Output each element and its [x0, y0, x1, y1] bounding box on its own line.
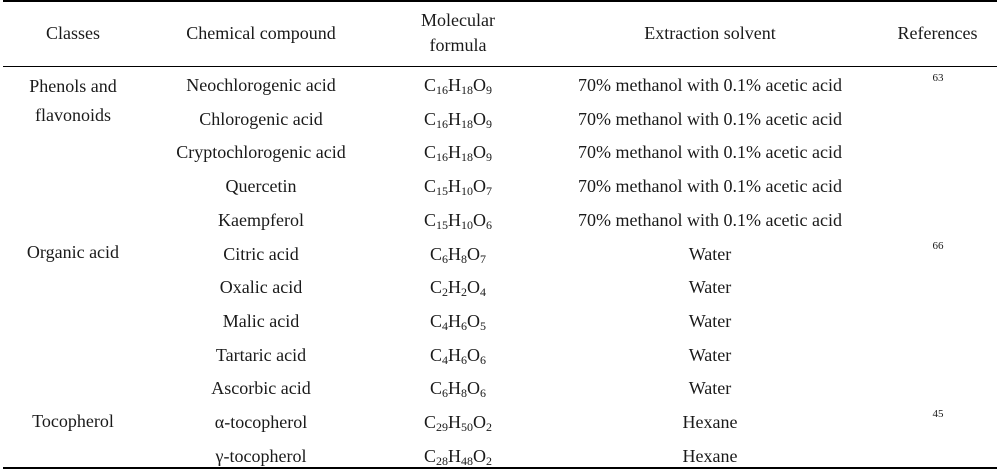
molecular-formula — [392, 304, 524, 338]
molecular-formula — [392, 338, 524, 372]
formula-subscript: 50 — [461, 420, 473, 434]
formula-subscript: 4 — [480, 285, 486, 299]
formula-subscript: 2 — [486, 454, 492, 468]
formula-subscript: 29 — [436, 420, 448, 434]
formula-element: H — [448, 277, 461, 297]
formula-element: O — [467, 244, 480, 264]
class-label-line1: Phenols and — [29, 76, 117, 96]
formula-element: H — [448, 244, 461, 264]
formula-element: C — [429, 345, 442, 365]
formula-subscript: 18 — [461, 83, 473, 97]
formula-element: C — [429, 311, 442, 331]
header-chemical-compound: Chemical compound — [186, 23, 336, 43]
formula-subscript: 6 — [442, 386, 448, 400]
formula-element: O — [473, 210, 486, 230]
formula-subscript: 6 — [461, 353, 467, 367]
formula-subscript: 15 — [436, 218, 448, 232]
molecular-formula — [392, 203, 524, 237]
header-formula-line2: formula — [429, 35, 487, 55]
formula-element: H — [448, 345, 461, 365]
formula-element: O — [473, 176, 486, 196]
formula-subscript: 5 — [480, 319, 486, 333]
molecular-formula — [392, 102, 524, 136]
formula-subscript: 8 — [461, 386, 467, 400]
formula-subscript: 6 — [442, 252, 448, 266]
header-molecular-formula — [392, 8, 524, 58]
header-extraction-solvent: Extraction solvent — [644, 23, 776, 43]
formula-subscript: 4 — [442, 353, 448, 367]
formula-element: O — [467, 277, 480, 297]
formula-subscript: 7 — [480, 252, 486, 266]
compound-name: Tartaric acid — [215, 345, 307, 365]
compound-name: Ascorbic acid — [211, 378, 311, 398]
formula-element: O — [467, 345, 480, 365]
formula-subscript: 16 — [436, 117, 448, 131]
reference-number: 63 — [932, 72, 944, 84]
compound-name: Kaempferol — [218, 210, 304, 230]
reference-number: 45 — [932, 408, 944, 420]
formula-element: O — [473, 109, 486, 129]
formula-element: O — [473, 446, 486, 466]
class-phenols-flavonoids — [0, 72, 146, 130]
formula-element: C — [423, 75, 436, 95]
formula-element: H — [448, 210, 461, 230]
formula-subscript: 7 — [486, 184, 492, 198]
formula-element: H — [448, 446, 461, 466]
formula-element: C — [423, 412, 436, 432]
formula-subscript: 28 — [436, 454, 448, 468]
compound-name: Chlorogenic acid — [199, 109, 323, 129]
extraction-solvent: Hexane — [682, 412, 738, 432]
class-tocopherol: Tocopherol — [32, 411, 114, 431]
reference-number: 66 — [932, 240, 944, 252]
formula-subscript: 9 — [486, 117, 492, 131]
formula-subscript: 6 — [486, 218, 492, 232]
formula-element: H — [448, 176, 461, 196]
formula-element: C — [429, 378, 442, 398]
formula-element: H — [448, 142, 461, 162]
extraction-solvent: 70% methanol with 0.1% acetic acid — [578, 176, 842, 196]
molecular-formula — [392, 237, 524, 271]
extraction-solvent: 70% methanol with 0.1% acetic acid — [578, 75, 842, 95]
formula-element: O — [467, 378, 480, 398]
formula-subscript: 6 — [461, 319, 467, 333]
class-label-line2: flavonoids — [35, 105, 111, 125]
compound-name: Citric acid — [223, 244, 299, 264]
formula-subscript: 9 — [486, 150, 492, 164]
formula-subscript: 15 — [436, 184, 448, 198]
formula-element: C — [423, 446, 436, 466]
class-organic-acid: Organic acid — [26, 242, 120, 262]
formula-subscript: 2 — [442, 285, 448, 299]
extraction-solvent: Water — [688, 277, 732, 297]
compound-name: Quercetin — [225, 176, 297, 196]
table-header-rule — [3, 66, 997, 67]
compound-name: Cryptochlorogenic acid — [176, 142, 346, 162]
extraction-solvent: Water — [688, 244, 732, 264]
molecular-formula — [392, 270, 524, 304]
formula-element: C — [423, 109, 436, 129]
molecular-formula — [392, 371, 524, 405]
formula-element: C — [429, 244, 442, 264]
extraction-solvent: Hexane — [682, 446, 738, 466]
extraction-solvent: 70% methanol with 0.1% acetic acid — [578, 142, 842, 162]
formula-subscript: 6 — [480, 353, 486, 367]
formula-subscript: 16 — [436, 83, 448, 97]
formula-element: C — [423, 210, 436, 230]
extraction-solvent: Water — [688, 378, 732, 398]
molecular-formula — [392, 439, 524, 473]
compound-name: γ-tocopherol — [215, 446, 307, 466]
extraction-solvent: Water — [688, 311, 732, 331]
compound-name: Oxalic acid — [219, 277, 303, 297]
compound-name: Neochlorogenic acid — [186, 75, 336, 95]
formula-subscript: 9 — [486, 83, 492, 97]
formula-subscript: 16 — [436, 150, 448, 164]
formula-subscript: 2 — [461, 285, 467, 299]
header-classes: Classes — [46, 23, 100, 43]
extraction-solvent: 70% methanol with 0.1% acetic acid — [578, 109, 842, 129]
molecular-formula — [392, 135, 524, 169]
formula-element: H — [448, 412, 461, 432]
formula-element: O — [473, 412, 486, 432]
formula-subscript: 6 — [480, 386, 486, 400]
formula-element: H — [448, 311, 461, 331]
formula-subscript: 48 — [461, 454, 473, 468]
formula-subscript: 4 — [442, 319, 448, 333]
formula-element: O — [473, 142, 486, 162]
compound-name: Malic acid — [222, 311, 300, 331]
formula-subscript: 18 — [461, 150, 473, 164]
molecular-formula — [392, 169, 524, 203]
header-formula-line1: Molecular — [421, 10, 495, 30]
formula-element: H — [448, 378, 461, 398]
table-top-rule — [3, 0, 997, 2]
formula-element: H — [448, 75, 461, 95]
molecular-formula — [392, 68, 524, 102]
formula-subscript: 8 — [461, 252, 467, 266]
compound-name: α-tocopherol — [214, 412, 308, 432]
formula-subscript: 18 — [461, 117, 473, 131]
formula-element: O — [467, 311, 480, 331]
extraction-solvent: 70% methanol with 0.1% acetic acid — [578, 210, 842, 230]
formula-subscript: 10 — [461, 218, 473, 232]
molecular-formula — [392, 405, 524, 439]
formula-element: C — [429, 277, 442, 297]
formula-subscript: 2 — [486, 420, 492, 434]
extraction-solvent: Water — [688, 345, 732, 365]
formula-element: H — [448, 109, 461, 129]
formula-element: C — [423, 142, 436, 162]
formula-subscript: 10 — [461, 184, 473, 198]
formula-element: C — [423, 176, 436, 196]
formula-element: O — [473, 75, 486, 95]
header-references: References — [897, 23, 978, 43]
